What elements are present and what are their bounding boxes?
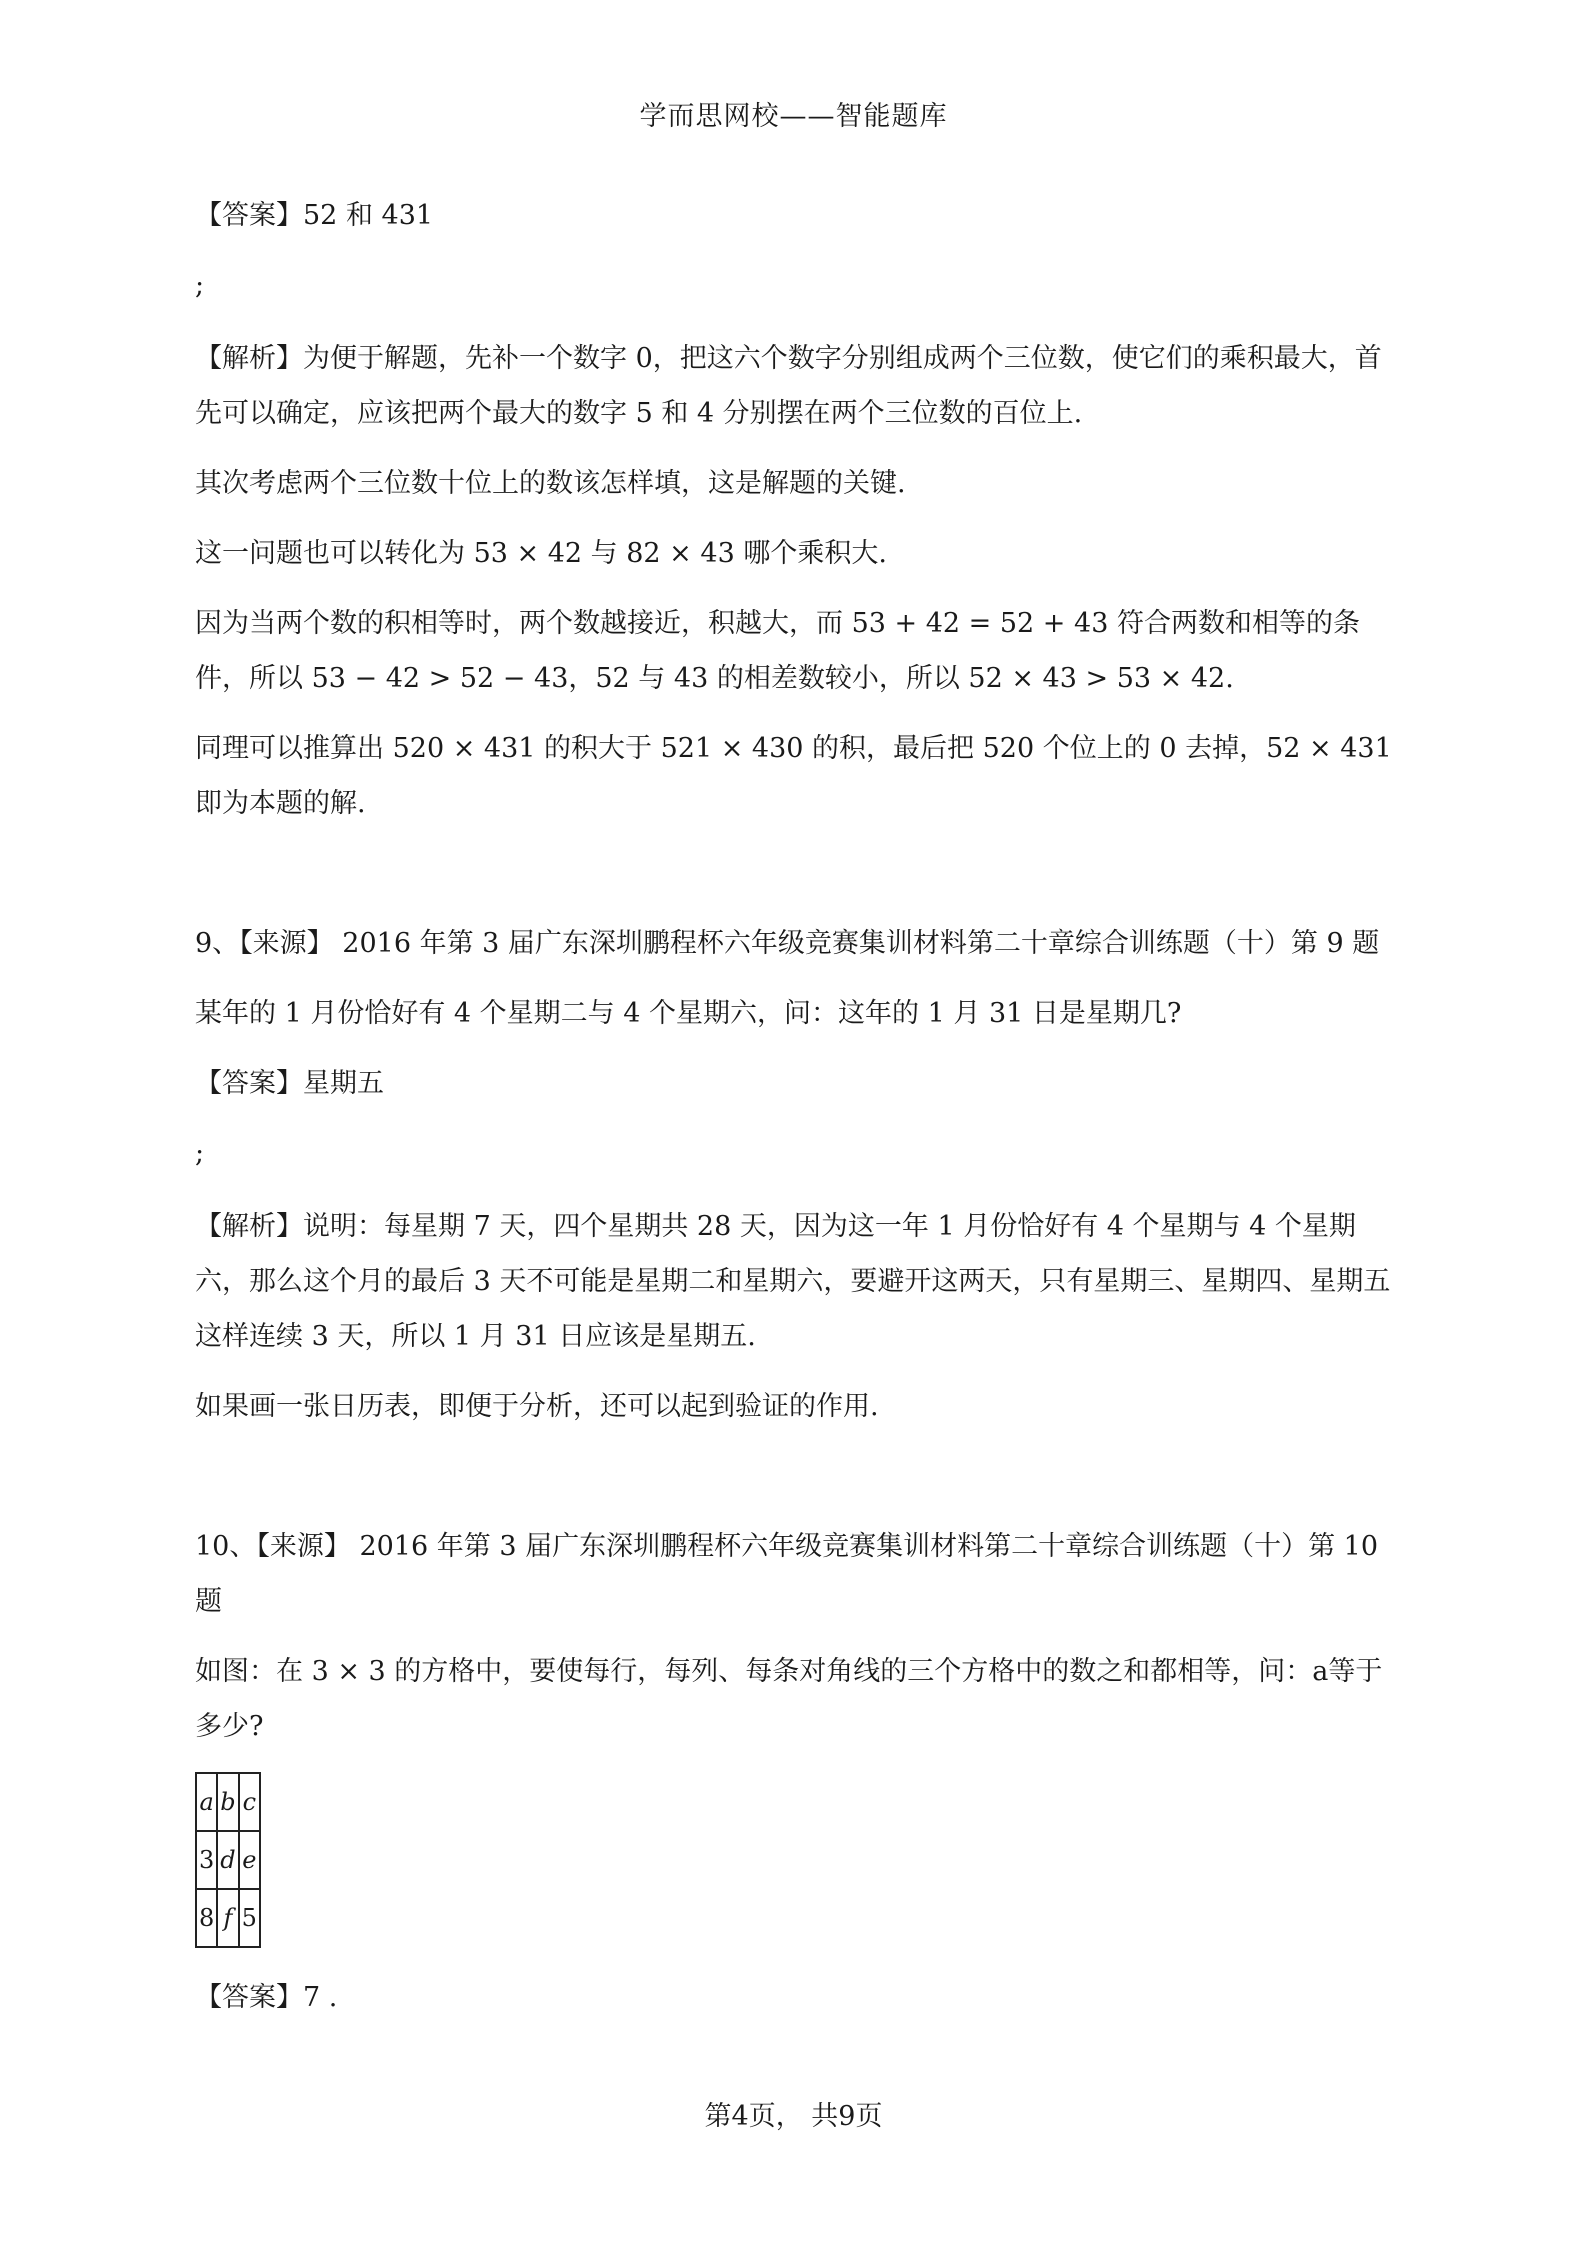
analysis-label: 【解析】 <box>195 343 303 374</box>
answer-text: 7 . <box>303 1982 338 2013</box>
answer-text: 52 和 431 <box>303 200 434 231</box>
source-text: 2016 年第 3 届广东深圳鹏程杯六年级竞赛集训材料第二十章综合训练题（十）第 9 题 <box>342 928 1380 959</box>
answer-10 <box>195 1970 1405 2025</box>
question-number: 9、 <box>195 928 240 959</box>
analysis-8-para5: 同理可以推算出 520 × 431 的积大于 521 × 430 的积，最后把 520 个位上的 0 去掉，52 × 431 即为本题的解. <box>195 733 1392 819</box>
source-text: 2016 年第 3 届广东深圳鹏程杯六年级竞赛集训材料第二十章综合训练题（十）第 10 题 <box>195 1531 1379 1617</box>
grid-cell: e <box>239 1831 260 1889</box>
grid-cell: 3 <box>196 1831 217 1889</box>
question-number: 10、 <box>195 1531 257 1562</box>
document-body <box>195 188 1405 2040</box>
analysis-9-para2: 如果画一张日历表，即便于分析，还可以起到验证的作用. <box>195 1391 879 1422</box>
grid-cell: c <box>239 1773 260 1831</box>
question-10-source <box>195 1519 1405 1629</box>
magic-square-grid <box>195 1772 261 1948</box>
analysis-text: 为便于解题，先补一个数字 0，把这六个数字分别组成两个三位数，使它们的乘积最大，首先可以确定，应该把两个最大的数字 5 和 4 分别摆在两个三位数的百位上. <box>195 343 1382 429</box>
grid-cell: 5 <box>239 1889 260 1947</box>
answer-9 <box>195 1056 1405 1111</box>
grid-row <box>196 1773 260 1831</box>
answer-label: 【答案】 <box>195 200 303 231</box>
analysis-label: 【解析】 <box>195 1211 303 1242</box>
grid-cell: b <box>217 1773 238 1831</box>
answer-text: 星期五 <box>303 1068 384 1099</box>
grid-cell: 8 <box>196 1889 217 1947</box>
analysis-text: 说明：每星期 7 天，四个星期共 28 天，因为这一年 1 月份恰好有 4 个星期与 4 个星期六，那么这个月的最后 3 天不可能是星期二和星期六，要避开这两天，只有星期三、星期四、星期五这样连续 3 天，所以 1 月 31 日应该是星期五. <box>195 1211 1391 1352</box>
analysis-9 <box>195 1199 1405 1364</box>
page-footer: 第4页， 共9页 <box>704 2101 883 2132</box>
grid-row <box>196 1889 260 1947</box>
analysis-8 <box>195 331 1405 441</box>
answer-8 <box>195 188 1405 243</box>
source-label: 【来源】 <box>239 928 334 959</box>
question-10-text: 如图：在 3 × 3 的方格中，要使每行，每列、每条对角线的三个方格中的数之和都相等，问：a等于多少? <box>195 1656 1383 1742</box>
page-header: 学而思网校——智能题库 <box>639 101 948 132</box>
grid-cell: a <box>196 1773 217 1831</box>
question-9-source <box>195 916 1405 971</box>
grid-cell: f <box>217 1889 238 1947</box>
source-label: 【来源】 <box>256 1531 351 1562</box>
analysis-8-para3: 这一问题也可以转化为 53 × 42 与 82 × 43 哪个乘积大. <box>195 538 887 569</box>
answer-label: 【答案】 <box>195 1068 303 1099</box>
separator: ; <box>195 270 205 301</box>
grid-row <box>196 1831 260 1889</box>
analysis-8-para2: 其次考虑两个三位数十位上的数该怎样填，这是解题的关键. <box>195 468 906 499</box>
separator: ; <box>195 1138 205 1169</box>
grid-cell: d <box>217 1831 238 1889</box>
answer-label: 【答案】 <box>195 1982 303 2013</box>
question-9-text: 某年的 1 月份恰好有 4 个星期二与 4 个星期六，问：这年的 1 月 31 日是星期几? <box>195 998 1182 1029</box>
analysis-8-para4: 因为当两个数的积相等时，两个数越接近，积越大，而 53 + 42 = 52 + 43 符合两数和相等的条件，所以 53 − 42 > 52 − 43，52 与 43 的相差数较小，所以 52 × 43 > 53 × 42. <box>195 608 1360 694</box>
